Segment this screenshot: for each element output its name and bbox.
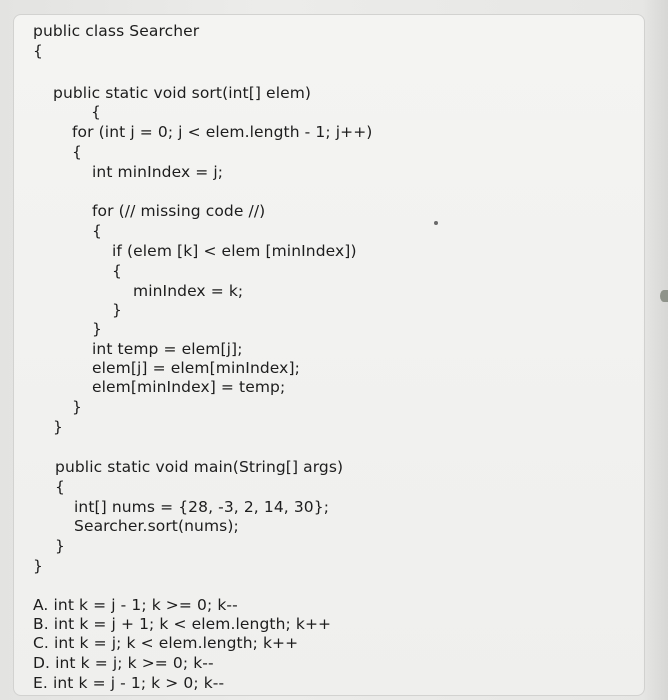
option-c[interactable]: C. int k = j; k < elem.length; k++ — [33, 634, 299, 652]
page-edge-shadow — [642, 0, 668, 700]
code-line-if-close: } — [112, 301, 122, 319]
code-line-min-index: int minIndex = j; — [92, 163, 224, 181]
code-line-main-close: } — [55, 537, 65, 555]
code-line-outer-for: for (int j = 0; j < elem.length - 1; j++) — [72, 123, 373, 141]
code-line-inner-for-open: { — [92, 222, 102, 240]
code-line-outer-for-close: } — [72, 398, 82, 416]
edge-tab-mark — [660, 290, 668, 302]
code-line-open-brace: { — [33, 42, 43, 60]
code-line-main-decl: public static void main(String[] args) — [55, 458, 344, 476]
code-line-outer-for-open: { — [72, 143, 82, 161]
code-line-inner-for-close: } — [92, 320, 102, 338]
code-line-swap-1: elem[j] = elem[minIndex]; — [92, 359, 300, 377]
code-line-class-decl: public class Searcher — [33, 22, 200, 40]
code-line-if-open: { — [112, 262, 122, 280]
code-line-if: if (elem [k] < elem [minIndex]) — [112, 242, 357, 260]
code-line-sort-decl: public static void sort(int[] elem) — [53, 84, 312, 102]
code-line-sort-close: } — [53, 418, 63, 436]
code-line-assign-min: minIndex = k; — [133, 282, 244, 300]
code-line-temp: int temp = elem[j]; — [92, 340, 243, 358]
code-line-inner-for: for (// missing code //) — [92, 202, 266, 220]
code-line-main-open: { — [55, 478, 65, 496]
stray-dot-mark — [434, 221, 438, 225]
code-line-class-close: } — [33, 557, 43, 575]
option-b[interactable]: B. int k = j + 1; k < elem.length; k++ — [33, 615, 332, 633]
option-d[interactable]: D. int k = j; k >= 0; k-- — [33, 654, 214, 672]
option-e[interactable]: E. int k = j - 1; k > 0; k-- — [33, 674, 225, 692]
code-line-swap-2: elem[minIndex] = temp; — [92, 378, 286, 396]
code-line-nums: int[] nums = {28, -3, 2, 14, 30}; — [74, 498, 330, 516]
option-a[interactable]: A. int k = j - 1; k >= 0; k-- — [33, 596, 238, 614]
code-line-sort-open: { — [91, 103, 101, 121]
code-line-sort-call: Searcher.sort(nums); — [74, 517, 239, 535]
